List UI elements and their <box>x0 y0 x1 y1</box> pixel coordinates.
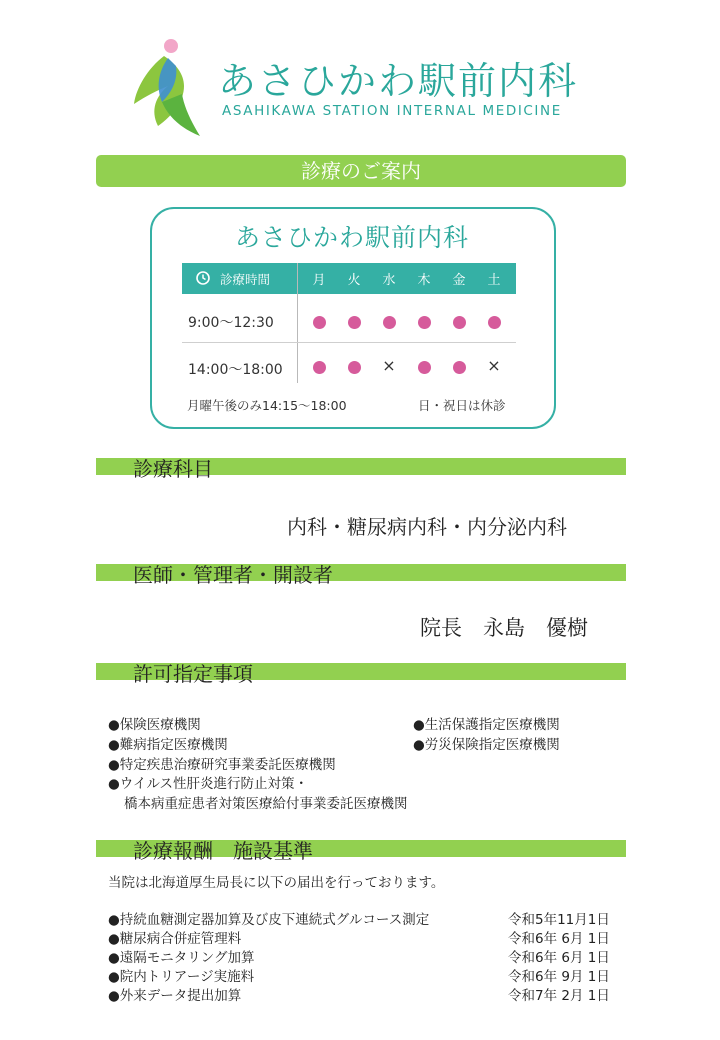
open-mark <box>418 361 431 374</box>
permit-item: ●ウイルス性肝炎進行防止対策・ <box>108 776 308 792</box>
closed-mark: × <box>382 356 396 375</box>
facility-standard-date: 令和6年 6月 1日 <box>508 950 610 966</box>
facility-standard-date: 令和7年 2月 1日 <box>508 988 610 1004</box>
fees-intro: 当院は北海道厚生局長に以下の届出を行っております。 <box>108 875 445 891</box>
clinic-logo-mark-icon <box>128 36 208 140</box>
permit-item: ●保険医療機関 <box>108 717 201 733</box>
facility-standard-date: 令和6年 6月 1日 <box>508 931 610 947</box>
open-mark <box>348 361 361 374</box>
guide-banner: 診療のご案内 <box>96 155 626 187</box>
permit-item: ●特定疾患治療研究事業委託医療機関 <box>108 757 336 773</box>
hours-column-divider <box>297 263 298 383</box>
closed-mark: × <box>487 356 501 375</box>
monday-afternoon-note: 月曜午後のみ14:15～18:00 <box>187 398 347 413</box>
hours-card-title: あさひかわ駅前内科 <box>235 223 470 252</box>
facility-standard-name: ●院内トリアージ実施料 <box>108 969 255 985</box>
open-mark <box>383 316 396 329</box>
permit-item: ●生活保護指定医療機関 <box>413 717 560 733</box>
section-title-fees: 診療報酬 施設基準 <box>133 839 313 863</box>
clinic-name-jp: あさひかわ駅前内科 <box>218 59 579 103</box>
departments-text: 内科・糖尿病内科・内分泌内科 <box>287 515 567 539</box>
section-title-departments: 診療科目 <box>133 457 213 481</box>
clock-icon <box>195 270 211 286</box>
afternoon-time: 14:00～18:00 <box>188 362 283 378</box>
facility-standard-name: ●遠隔モニタリング加算 <box>108 950 255 966</box>
day-header-sat: 土 <box>487 273 501 288</box>
open-mark <box>418 316 431 329</box>
hours-row-divider <box>182 342 516 343</box>
facility-standard-name: ●糖尿病合併症管理料 <box>108 931 242 947</box>
day-header-thu: 木 <box>417 273 431 288</box>
facility-standard-name: ●外来データ提出加算 <box>108 988 242 1004</box>
open-mark <box>453 361 466 374</box>
open-mark <box>488 316 501 329</box>
director-name: 院長 永島 優樹 <box>420 616 588 640</box>
facility-standard-date: 令和6年 9月 1日 <box>508 969 610 985</box>
morning-time: 9:00～12:30 <box>188 315 274 331</box>
day-header-wed: 水 <box>382 273 396 288</box>
section-title-permits: 許可指定事項 <box>133 662 253 686</box>
holiday-note: 日・祝日は休診 <box>418 398 506 413</box>
day-header-mon: 月 <box>312 273 326 288</box>
section-title-doctor: 医師・管理者・開設者 <box>133 563 333 587</box>
open-mark <box>348 316 361 329</box>
permit-item: 橋本病重症患者対策医療給付事業委託医療機関 <box>124 796 408 812</box>
open-mark <box>313 361 326 374</box>
facility-standard-date: 令和5年11月1日 <box>508 912 610 928</box>
open-mark <box>453 316 466 329</box>
permit-item: ●労災保険指定医療機関 <box>413 737 560 753</box>
day-header-fri: 金 <box>452 273 466 288</box>
day-header-tue: 火 <box>347 273 361 288</box>
facility-standard-name: ●持続血糖測定器加算及び皮下連続式グルコース測定 <box>108 912 430 928</box>
clinic-name-en: ASAHIKAWA STATION INTERNAL MEDICINE <box>222 103 562 119</box>
hours-header-label: 診療時間 <box>220 272 271 287</box>
open-mark <box>313 316 326 329</box>
permit-item: ●難病指定医療機関 <box>108 737 228 753</box>
